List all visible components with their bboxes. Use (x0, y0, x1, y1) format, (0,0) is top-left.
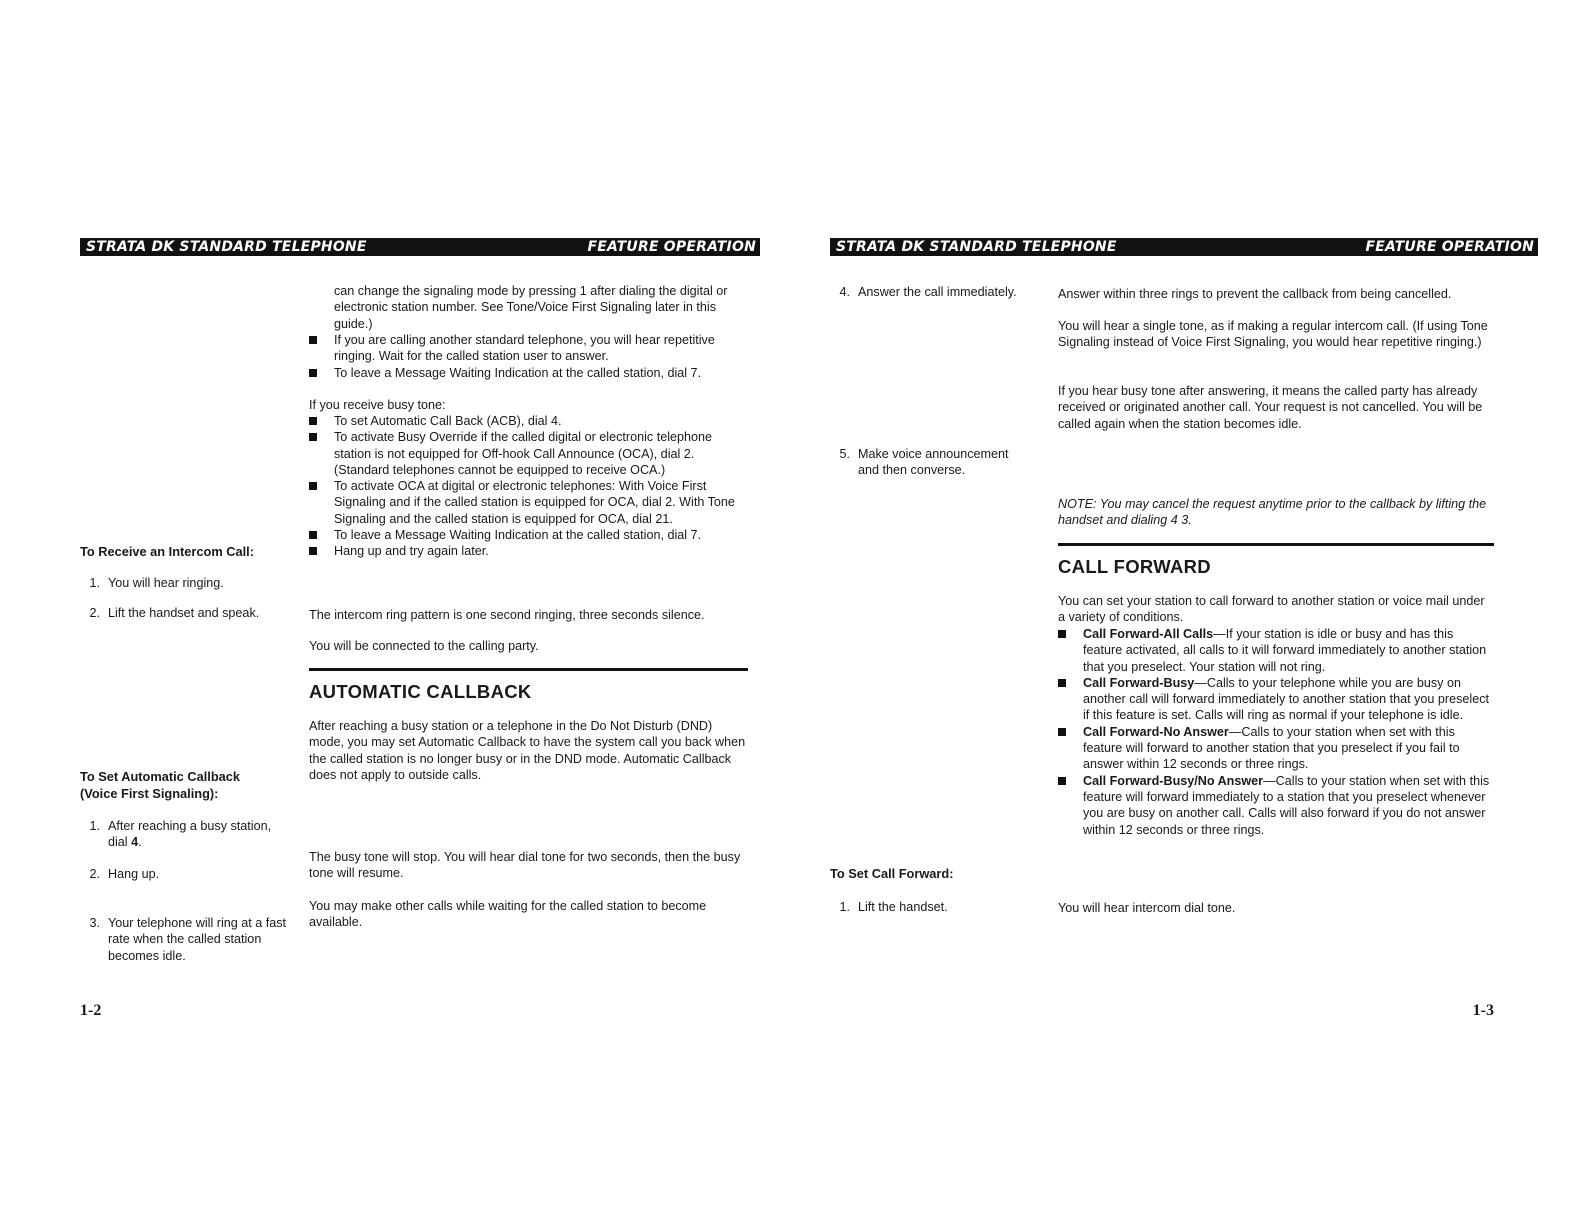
call-forward-heading: CALL FORWARD (1058, 556, 1211, 577)
receive-intercom-label: To Receive an Intercom Call: (80, 544, 254, 559)
forward-list (1058, 626, 1494, 838)
other-calls-text: You may make other calls while waiting for the called station to become available. (309, 899, 707, 930)
ring-pattern-text: The intercom ring pattern is one second ringing, three seconds silence. (309, 608, 705, 622)
list-item: Call Forward-All Calls—If your station is idle or busy and has this feature activated, all calls to it will forward immediately to another station that you preselect. Your station will not ring. (1058, 626, 1494, 675)
header-section: FEATURE OPERATION (587, 239, 756, 255)
busy-intro: If you receive busy tone: (309, 398, 446, 412)
section-divider (309, 668, 748, 671)
set-callback-label: To Set Automatic Callback (Voice First Signaling): (80, 769, 240, 801)
right-page-header (830, 238, 1538, 256)
busy-tone-stop-text: The busy tone will stop. You will hear dial tone for two seconds, then the busy tone will resume. (309, 850, 741, 881)
receive-step-2: 2. Lift the handset and speak. (89, 606, 260, 620)
list-item: To set Automatic Call Back (ACB), dial 4. (309, 413, 748, 429)
page-number: 1-3 (1472, 1002, 1494, 1019)
list-item: Hang up and try again later. (309, 543, 748, 559)
bullet-square-icon (309, 482, 317, 490)
call-forward-step-1: 1. Lift the handset. (839, 900, 948, 914)
bullet-list-a (309, 332, 748, 381)
callback-step-4: 4. Answer the call immediately. (839, 285, 1017, 299)
callback-step-3: 3. Your telephone will ring at a fast rate when the called station becomes idle. (89, 916, 287, 963)
bullet-square-icon (309, 547, 317, 555)
list-item: To leave a Message Waiting Indication at the called station, dial 7. (309, 365, 748, 381)
list-item: Call Forward-Busy—Calls to your telephone while you are busy on another call will forward immediately to another station that you preselect if this feature is set. Calls will ring as normal if your telephone is idle. (1058, 675, 1494, 724)
list-item: Call Forward-No Answer—Calls to your station when set with this feature will forward to another station that you preselect if you fail to answer within 12 seconds or three rings. (1058, 724, 1494, 773)
callback-step-2: 2. Hang up. (89, 867, 160, 881)
callback-description: After reaching a busy station or a telephone in the Do Not Disturb (DND) mode, you may set Automatic Callback to have the system call you back when the called station is no longer busy or in the DND mode. Automatic Callback does not apply to outside calls. (309, 719, 746, 782)
bullet-list-b (309, 413, 748, 560)
bullet-square-icon (1058, 630, 1066, 638)
bullet-square-icon (309, 417, 317, 425)
busy-after-text: If you hear busy tone after answering, it means the called party has already received or originated another call. Your request is not cancelled. You will be called again when the station becomes idle. (1058, 384, 1483, 431)
list-item: If you are calling another standard telephone, you will hear repetitive ringing. Wait for the called station user to answer. (309, 332, 748, 365)
answer-within-text: Answer within three rings to prevent the callback from being cancelled. (1058, 287, 1452, 301)
left-page-header (80, 238, 760, 256)
right-page (792, 0, 1584, 1221)
receive-step-1: 1. You will hear ringing. (89, 576, 224, 590)
callback-step-5: 5. Make voice announcement and then converse. (839, 447, 1009, 478)
header-section: FEATURE OPERATION (1365, 239, 1534, 255)
section-divider (1058, 543, 1494, 546)
header-title: STRATA DK STANDARD TELEPHONE (86, 239, 367, 255)
bullet-square-icon (309, 336, 317, 344)
automatic-callback-heading: AUTOMATIC CALLBACK (309, 681, 532, 702)
bullet-square-icon (1058, 679, 1066, 687)
list-item: Call Forward-Busy/No Answer—Calls to your station when set with this feature will forward immediately to a station that you preselect whenever you are busy on another call. Calls will also forward if you do not answer within 12 seconds or three rings. (1058, 773, 1494, 838)
forward-intro: You can set your station to call forward to another station or voice mail under a variety of conditions. (1058, 594, 1485, 625)
set-call-forward-label: To Set Call Forward: (830, 866, 954, 881)
bullet-square-icon (309, 433, 317, 441)
single-tone-text: You will hear a single tone, as if making a regular intercom call. (If using Tone Signaling instead of Voice First Signaling, you would hear repetitive ringing.) (1058, 319, 1488, 350)
dial-tone-text: You will hear intercom dial tone. (1058, 901, 1236, 915)
list-item: To activate OCA at digital or electronic telephones: With Voice First Signaling and if the called station is equipped for OCA, dial 2. With Tone Signaling and the called station is equipped for OCA, dial 21. (309, 478, 748, 527)
bullet-square-icon (1058, 777, 1066, 785)
list-item: To activate Busy Override if the called digital or electronic telephone station is not equipped for Off-hook Call Announce (OCA), dial 2. (Standard telephones cannot be equipped to receive OCA.) (309, 429, 748, 478)
cancel-note: NOTE: You may cancel the request anytime prior to the callback by lifting the handset and dialing 4 3. (1058, 497, 1487, 528)
bullet-square-icon (309, 531, 317, 539)
connected-text: You will be connected to the calling party. (309, 639, 539, 653)
bullet-square-icon (1058, 728, 1066, 736)
page-number: 1-2 (80, 1002, 102, 1019)
intro-text: can change the signaling mode by pressing 1 after dialing the digital or electronic station number. See Tone/Voice First Signaling later in this guide.) (334, 284, 728, 331)
callback-step-1: 1. After reaching a busy station, dial 4. (89, 819, 272, 850)
bullet-square-icon (309, 369, 317, 377)
header-title: STRATA DK STANDARD TELEPHONE (836, 239, 1117, 255)
list-item: To leave a Message Waiting Indication at the called station, dial 7. (309, 527, 748, 543)
